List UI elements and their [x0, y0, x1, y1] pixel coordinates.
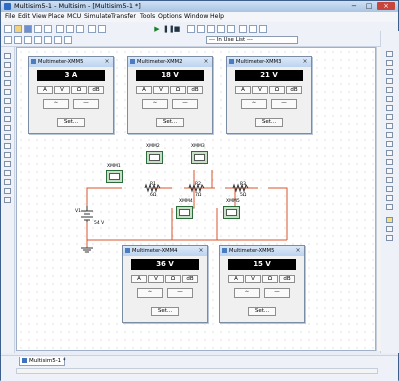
misc-digital-icon[interactable] [4, 116, 11, 122]
word-generator-icon[interactable] [386, 114, 393, 120]
minimize-button[interactable]: − [351, 2, 357, 10]
ohmmeter-mode-button[interactable]: Ω [165, 275, 181, 283]
decibel-mode-button[interactable]: dB [88, 86, 104, 94]
forward-annotate-icon[interactable] [54, 36, 62, 44]
menu-file[interactable]: File [5, 13, 16, 20]
decibel-mode-button[interactable]: dB [279, 275, 295, 283]
undo-icon[interactable] [88, 25, 96, 33]
horizontal-scrollbar[interactable] [16, 368, 378, 374]
ammeter-mode-button[interactable]: A [228, 275, 244, 283]
multimeter-xmm2-window [127, 56, 213, 134]
multisim-app-icon [4, 3, 11, 10]
probe-label-xmm4: XMM4 [179, 199, 193, 204]
spreadsheet-icon[interactable] [14, 36, 22, 44]
dc-mode-button[interactable]: — [73, 99, 99, 109]
postprocessor-icon[interactable] [249, 25, 257, 33]
probe-display-icon [149, 154, 160, 161]
ac-mode-button[interactable]: ∼ [241, 99, 267, 109]
redo-icon[interactable] [98, 25, 106, 33]
probe-display-icon [226, 209, 237, 216]
ammeter-mode-button[interactable]: A [136, 86, 152, 94]
agilent-generator-icon[interactable] [386, 177, 393, 183]
multimeter-reading: 21 V [235, 70, 303, 81]
r3-value: 5Ω [240, 193, 247, 198]
ohmmeter-mode-button[interactable]: Ω [71, 86, 87, 94]
multimeter-reading: 36 V [131, 259, 199, 270]
new-icon[interactable] [4, 25, 12, 33]
paste-icon[interactable] [76, 25, 84, 33]
spectrum-analyzer-icon[interactable] [386, 159, 393, 165]
multimeter-probe-xmm4[interactable] [176, 206, 193, 219]
mixed-icon[interactable] [4, 125, 11, 131]
decibel-mode-button[interactable]: dB [286, 86, 302, 94]
frequency-counter-icon[interactable] [386, 105, 393, 111]
agilent-scope-icon[interactable] [386, 195, 393, 201]
ammeter-mode-button[interactable]: A [37, 86, 53, 94]
copy-icon[interactable] [66, 25, 74, 33]
multimeter-title: Multimeter-XMM3 [227, 57, 311, 67]
dc-mode-button[interactable]: — [172, 99, 198, 109]
r2-value: 7Ω [195, 193, 202, 198]
bus-icon[interactable] [4, 197, 11, 203]
bode-plotter-icon[interactable] [386, 96, 393, 102]
ohmmeter-mode-button[interactable]: Ω [262, 275, 278, 283]
r1-label[interactable]: R1 [150, 182, 156, 187]
multimeter-close-button[interactable]: × [198, 247, 204, 254]
probe-display-icon [179, 209, 190, 216]
tektronix-scope-icon[interactable] [386, 204, 393, 210]
source-icon[interactable] [4, 53, 11, 59]
multimeter-title-icon [125, 248, 130, 253]
ammeter-mode-button[interactable]: A [131, 275, 147, 283]
v1-label[interactable]: V1 [75, 209, 81, 214]
multimeter-probe-xmm3[interactable] [191, 151, 208, 164]
instruments-toolbar [380, 31, 399, 353]
misc-icon[interactable] [4, 152, 11, 158]
design-toolbox-icon[interactable] [4, 36, 12, 44]
power-icon[interactable] [4, 143, 11, 149]
multimeter-xmm3-window [226, 56, 312, 134]
multimeter-instrument-icon[interactable] [386, 51, 393, 57]
help-icon[interactable] [64, 36, 72, 44]
multimeter-close-button[interactable]: × [203, 58, 209, 65]
zoom-out-icon[interactable] [197, 25, 205, 33]
ac-mode-button[interactable]: ∼ [137, 288, 163, 298]
labview-instrument-icon[interactable] [386, 226, 393, 232]
multimeter-set-button[interactable]: Set... [156, 118, 184, 127]
transistor-icon[interactable] [4, 80, 11, 86]
four-channel-scope-icon[interactable] [386, 87, 393, 93]
v1-value: 54 V [94, 221, 105, 226]
zoom-in-icon[interactable] [187, 25, 195, 33]
rf-icon[interactable] [4, 161, 11, 167]
multimeter-title-icon [222, 248, 227, 253]
components-toolbar [1, 47, 15, 353]
menu-bar [1, 12, 398, 22]
menu-simulate[interactable]: Simulate [84, 13, 112, 20]
multimeter-title-icon [229, 59, 234, 64]
mcu-icon[interactable] [4, 179, 11, 185]
dc-mode-button[interactable]: — [264, 288, 290, 298]
zoom-area-icon[interactable] [207, 25, 215, 33]
menu-help[interactable]: Help [210, 13, 225, 20]
menu-tools[interactable]: Tools [140, 13, 156, 20]
ac-mode-button[interactable]: ∼ [234, 288, 260, 298]
menu-window[interactable]: Window [184, 13, 209, 20]
multimeter-set-button[interactable]: Set... [151, 307, 179, 316]
measurement-probe-icon[interactable] [386, 217, 393, 223]
electromechanical-icon[interactable] [4, 170, 11, 176]
network-analyzer-icon[interactable] [386, 168, 393, 174]
r2-label[interactable]: R2 [195, 182, 201, 187]
multimeter-xmm5-top-window [28, 56, 114, 134]
multimeter-set-button[interactable]: Set... [255, 118, 283, 127]
ohmmeter-mode-button[interactable]: Ω [170, 86, 186, 94]
component-wizard-icon[interactable] [24, 36, 32, 44]
ohmmeter-mode-button[interactable]: Ω [269, 86, 285, 94]
grapher-icon[interactable] [239, 25, 247, 33]
r1-value: 6Ω [150, 193, 157, 198]
menu-mcu[interactable]: MCU [67, 13, 82, 20]
multimeter-set-button[interactable]: Set... [248, 307, 276, 316]
multimeter-probe-xmm1[interactable] [106, 170, 123, 183]
probe-label-xmm3: XMM3 [191, 144, 205, 149]
cmos-icon[interactable] [4, 107, 11, 113]
multimeter-probe-xmm5[interactable] [223, 206, 240, 219]
save-icon[interactable] [24, 25, 32, 33]
logic-converter-icon[interactable] [386, 132, 393, 138]
multimeter-set-button[interactable]: Set... [57, 118, 85, 127]
maximize-button[interactable]: □ [365, 2, 373, 10]
oscilloscope-icon[interactable] [386, 78, 393, 84]
database-icon[interactable] [259, 25, 267, 33]
dc-mode-button[interactable]: — [271, 99, 297, 109]
wattmeter-icon[interactable] [386, 69, 393, 75]
current-probe-icon[interactable] [386, 235, 393, 241]
multimeter-xmm4-window [122, 245, 208, 323]
electrical-rules-icon[interactable] [34, 36, 42, 44]
multimeter-title: Multimeter-XMM2 [128, 57, 212, 67]
stop-icon[interactable]: ■ [173, 25, 181, 33]
decibel-mode-button[interactable]: dB [187, 86, 203, 94]
menu-edit[interactable]: Edit [18, 13, 30, 20]
multimeter-xmm5-bottom-window [219, 245, 305, 323]
close-button[interactable]: × [377, 2, 395, 10]
multimeter-title-icon [31, 59, 36, 64]
back-annotate-icon[interactable] [44, 36, 52, 44]
voltmeter-mode-button[interactable]: V [245, 275, 261, 283]
schematic-tab-icon [22, 358, 27, 363]
open-icon[interactable] [14, 25, 22, 33]
vertical-scrollbar[interactable] [376, 47, 381, 351]
multimeter-title-icon [130, 59, 135, 64]
function-generator-icon[interactable] [386, 60, 393, 66]
design-tab[interactable] [19, 357, 65, 366]
decibel-mode-button[interactable]: dB [182, 275, 198, 283]
multimeter-close-button[interactable]: × [104, 58, 110, 65]
r3-label[interactable]: R3 [240, 182, 246, 187]
pause-icon[interactable]: ❚❚ [163, 25, 175, 33]
multimeter-reading: 18 V [136, 70, 204, 81]
cut-icon[interactable] [56, 25, 64, 33]
dc-mode-button[interactable]: — [167, 288, 193, 298]
ttl-icon[interactable] [4, 98, 11, 104]
run-icon[interactable]: ▶ [154, 25, 160, 33]
window-title: Multisim5-1 - Multisim - [Multisim5-1 *] [14, 2, 141, 10]
probe-label-xmm5: XMM5 [226, 199, 240, 204]
voltmeter-mode-button[interactable]: V [148, 275, 164, 283]
multimeter-reading: 3 A [37, 70, 105, 81]
full-screen-icon[interactable] [227, 25, 235, 33]
main-toolbar [1, 22, 398, 47]
voltmeter-mode-button[interactable]: V [54, 86, 70, 94]
print-preview-icon[interactable] [44, 25, 52, 33]
multimeter-close-button[interactable]: × [295, 247, 301, 254]
voltmeter-mode-button[interactable]: V [153, 86, 169, 94]
analog-icon[interactable] [4, 89, 11, 95]
zoom-fit-icon[interactable] [217, 25, 225, 33]
menu-options[interactable]: Options [158, 13, 182, 20]
multimeter-title: Multimeter-XMM5 [220, 246, 304, 256]
menu-view[interactable]: View [32, 13, 47, 20]
multimeter-reading: 15 V [228, 259, 296, 270]
multimeter-probe-xmm2[interactable] [146, 151, 163, 164]
print-icon[interactable] [34, 25, 42, 33]
agilent-multimeter-icon[interactable] [386, 186, 393, 192]
probe-label-xmm1: XMM1 [107, 164, 121, 169]
title-bar [1, 1, 398, 12]
logic-analyzer-icon[interactable] [386, 123, 393, 129]
probe-display-icon [109, 173, 120, 180]
hierarchical-block-icon[interactable] [4, 188, 11, 194]
diode-icon[interactable] [4, 71, 11, 77]
multimeter-title: Multimeter-XMM4 [123, 246, 207, 256]
probe-display-icon [194, 154, 205, 161]
iv-analyzer-icon[interactable] [386, 141, 393, 147]
indicator-icon[interactable] [4, 134, 11, 140]
distortion-analyzer-icon[interactable] [386, 150, 393, 156]
ac-mode-button[interactable]: ∼ [142, 99, 168, 109]
multimeter-close-button[interactable]: × [302, 58, 308, 65]
design-tab-label: Multisim5-1 * [29, 358, 66, 364]
voltmeter-mode-button[interactable]: V [252, 86, 268, 94]
basic-icon[interactable] [4, 62, 11, 68]
probe-label-xmm2: XMM2 [146, 144, 160, 149]
menu-place[interactable]: Place [48, 13, 65, 20]
menu-transfer[interactable]: Transfer [111, 13, 136, 20]
ammeter-mode-button[interactable]: A [235, 86, 251, 94]
in-use-list-combo[interactable]: --- In Use List --- [206, 36, 298, 44]
multimeter-title: Multimeter-XMM5 [29, 57, 113, 67]
ac-mode-button[interactable]: ∼ [43, 99, 69, 109]
